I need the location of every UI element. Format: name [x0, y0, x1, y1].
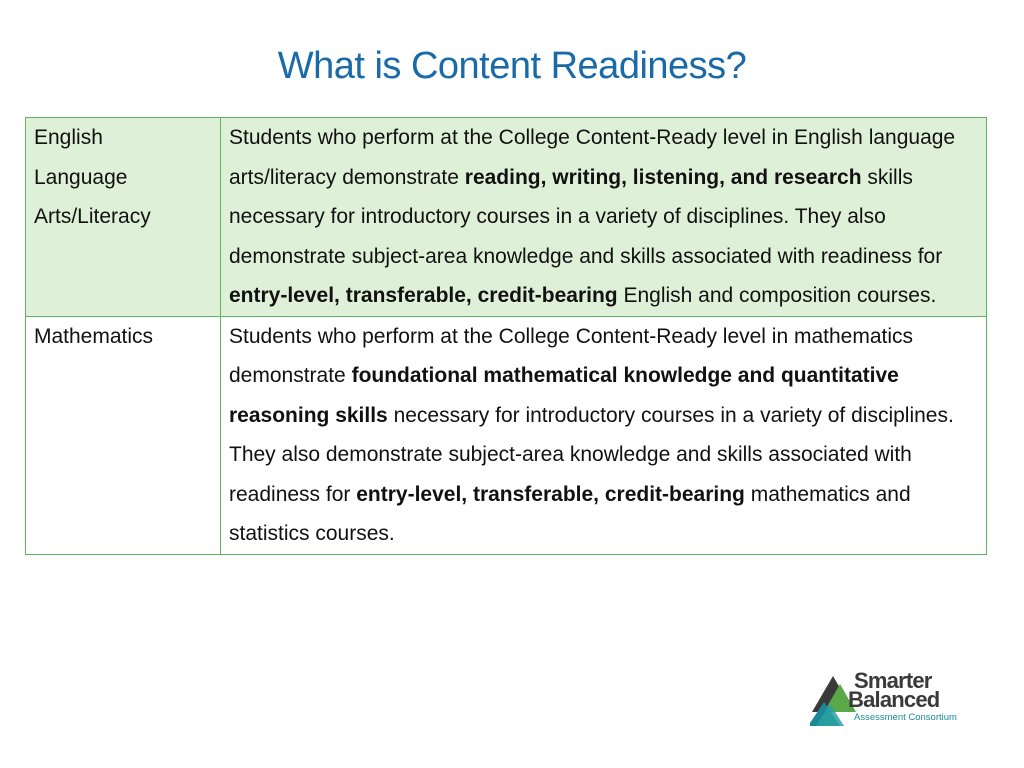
description-bold-text: foundational mathematical knowledge and quantitative reasoning skills: [229, 364, 899, 427]
table-row-math: [26, 316, 987, 554]
description-text: Students who perform at the College Content-Ready level in mathematics demonstrate: [229, 324, 914, 387]
subject-line: English: [34, 126, 103, 149]
description-text: skills necessary for introductory courses in a variety of disciplines. They also demonstrate subject-area knowledge and skills associated with readiness for: [229, 165, 943, 268]
table-row-ela: [26, 118, 987, 317]
subject-cell-ela: [26, 118, 221, 317]
smarter-balanced-logo: [808, 670, 988, 730]
description-text: English and composition courses.: [617, 284, 937, 307]
slide-title: What is Content Readiness?: [277, 45, 747, 87]
subject-line: Mathematics: [34, 324, 154, 348]
description-text: necessary for introductory courses in a variety of disciplines. They also demonstrate subject-area knowledge and skills associated with readiness for: [229, 403, 954, 506]
description-cell-ela: [221, 118, 987, 317]
logo-text-line2: Balanced: [848, 687, 940, 712]
description-bold-text: entry-level, transferable, credit-bearing: [356, 482, 745, 506]
subject-line: Language: [34, 165, 128, 189]
subject-cell-math: [26, 316, 221, 554]
subject-line: Arts/Literacy: [34, 205, 151, 228]
description-bold-text: reading, writing, listening, and research: [464, 165, 862, 189]
description-text: Students who perform at the College Content-Ready level in English language arts/literacy demonstrate: [229, 126, 956, 189]
content-readiness-table: [25, 117, 987, 555]
description-bold-text: entry-level, transferable, credit-bearing: [229, 284, 618, 307]
logo-tagline: Assessment Consortium: [854, 712, 957, 723]
description-cell-math: [221, 316, 987, 554]
logo-text-line1: Smarter: [854, 668, 932, 693]
description-text: mathematics and statistics courses.: [229, 482, 911, 545]
